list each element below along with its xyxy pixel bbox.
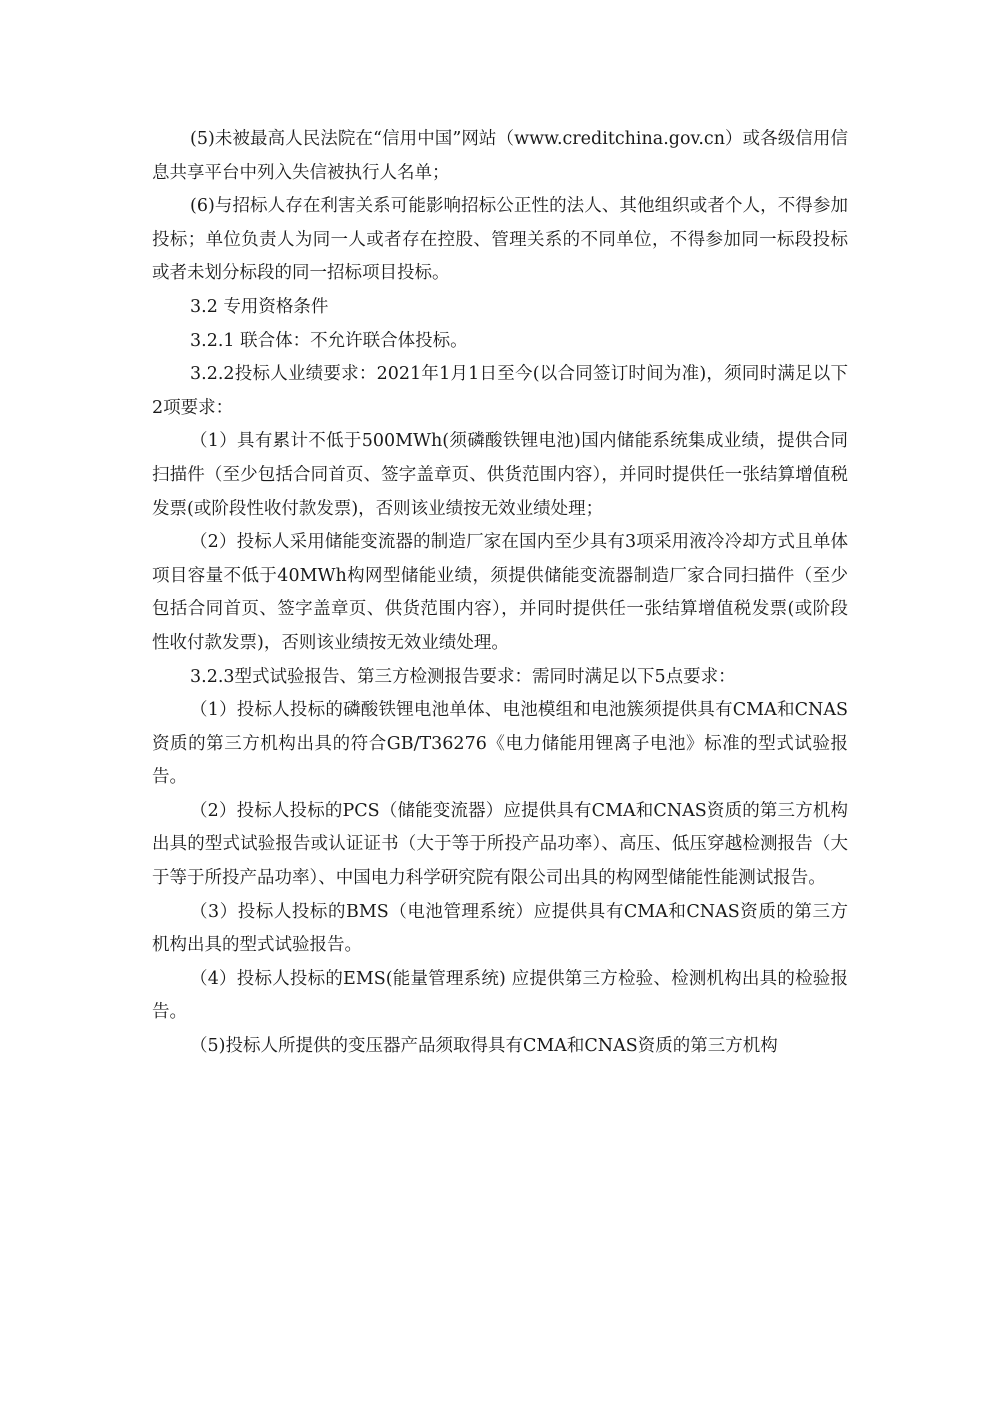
paragraph-report-item-3: （3）投标人投标的BMS（电池管理系统）应提供具有CMA和CNAS资质的第三方机构出具的型式试验报告。: [152, 901, 848, 956]
paragraph-3-2-3-test-reports: 3.2.3型式试验报告、第三方检测报告要求：需同时满足以下5点要求：: [190, 666, 736, 687]
paragraph-conflict-of-interest: (6)与招标人存在利害关系可能影响招标公正性的法人、其他组织或者个人，不得参加投标；单位负责人为同一人或者存在控股、管理关系的不同单位，不得参加同一标段投标或者未划分标段的同一招标项目投标。: [152, 196, 848, 284]
paragraph-report-item-2: （2）投标人投标的PCS（储能变流器）应提供具有CMA和CNAS资质的第三方机构出具的型式试验报告或认证证书（大于等于所投产品功率）、高压、低压穿越检测报告（大于等于所投产品功率）、中国电力科学研究院有限公司出具的构网型储能性能测试报告。: [152, 800, 848, 889]
paragraph-report-item-1: （1）投标人投标的磷酸铁锂电池单体、电池模组和电池簇须提供具有CMA和CNAS资质的第三方机构出具的符合GB/T36276《电力储能用锂离子电池》标准的型式试验报告。: [152, 700, 848, 788]
paragraph-3-2-2-performance: 3.2.2投标人业绩要求：2021年1月1日至今(以合同签订时间为准)，须同时满足以下2项要求：: [152, 364, 848, 418]
paragraph-3-2-1-consortium: 3.2.1 联合体：不允许联合体投标。: [190, 330, 468, 351]
document-body: [152, 123, 848, 1064]
section-heading-3-2: 3.2 专用资格条件: [190, 296, 329, 317]
paragraph-performance-item-1: （1）具有累计不低于500MWh(须磷酸铁锂电池)国内储能系统集成业绩，提供合同扫描件（至少包括合同首页、签字盖章页、供货范围内容），并同时提供任一张结算增值税发票(或阶段性收付款发票)，否则该业绩按无效业绩处理；: [152, 431, 848, 519]
paragraph-report-item-5: （5)投标人所提供的变压器产品须取得具有CMA和CNAS资质的第三方机构: [190, 1036, 778, 1057]
paragraph-report-item-4: （4）投标人投标的EMS(能量管理系统) 应提供第三方检验、检测机构出具的检验报告。: [152, 968, 848, 1023]
paragraph-credit-blacklist: (5)未被最高人民法院在“信用中国”网站（www.creditchina.gov.cn）或各级信用信息共享平台中列入失信被执行人名单；: [152, 129, 848, 183]
paragraph-performance-item-2: （2）投标人采用储能变流器的制造厂家在国内至少具有3项采用液冷冷却方式且单体项目容量不低于40MWh构网型储能业绩，须提供储能变流器制造厂家合同扫描件（至少包括合同首页、签字盖章页、供货范围内容），并同时提供任一张结算增值税发票(或阶段性收付款发票)，否则该业绩按无效业绩处理。: [152, 532, 848, 653]
